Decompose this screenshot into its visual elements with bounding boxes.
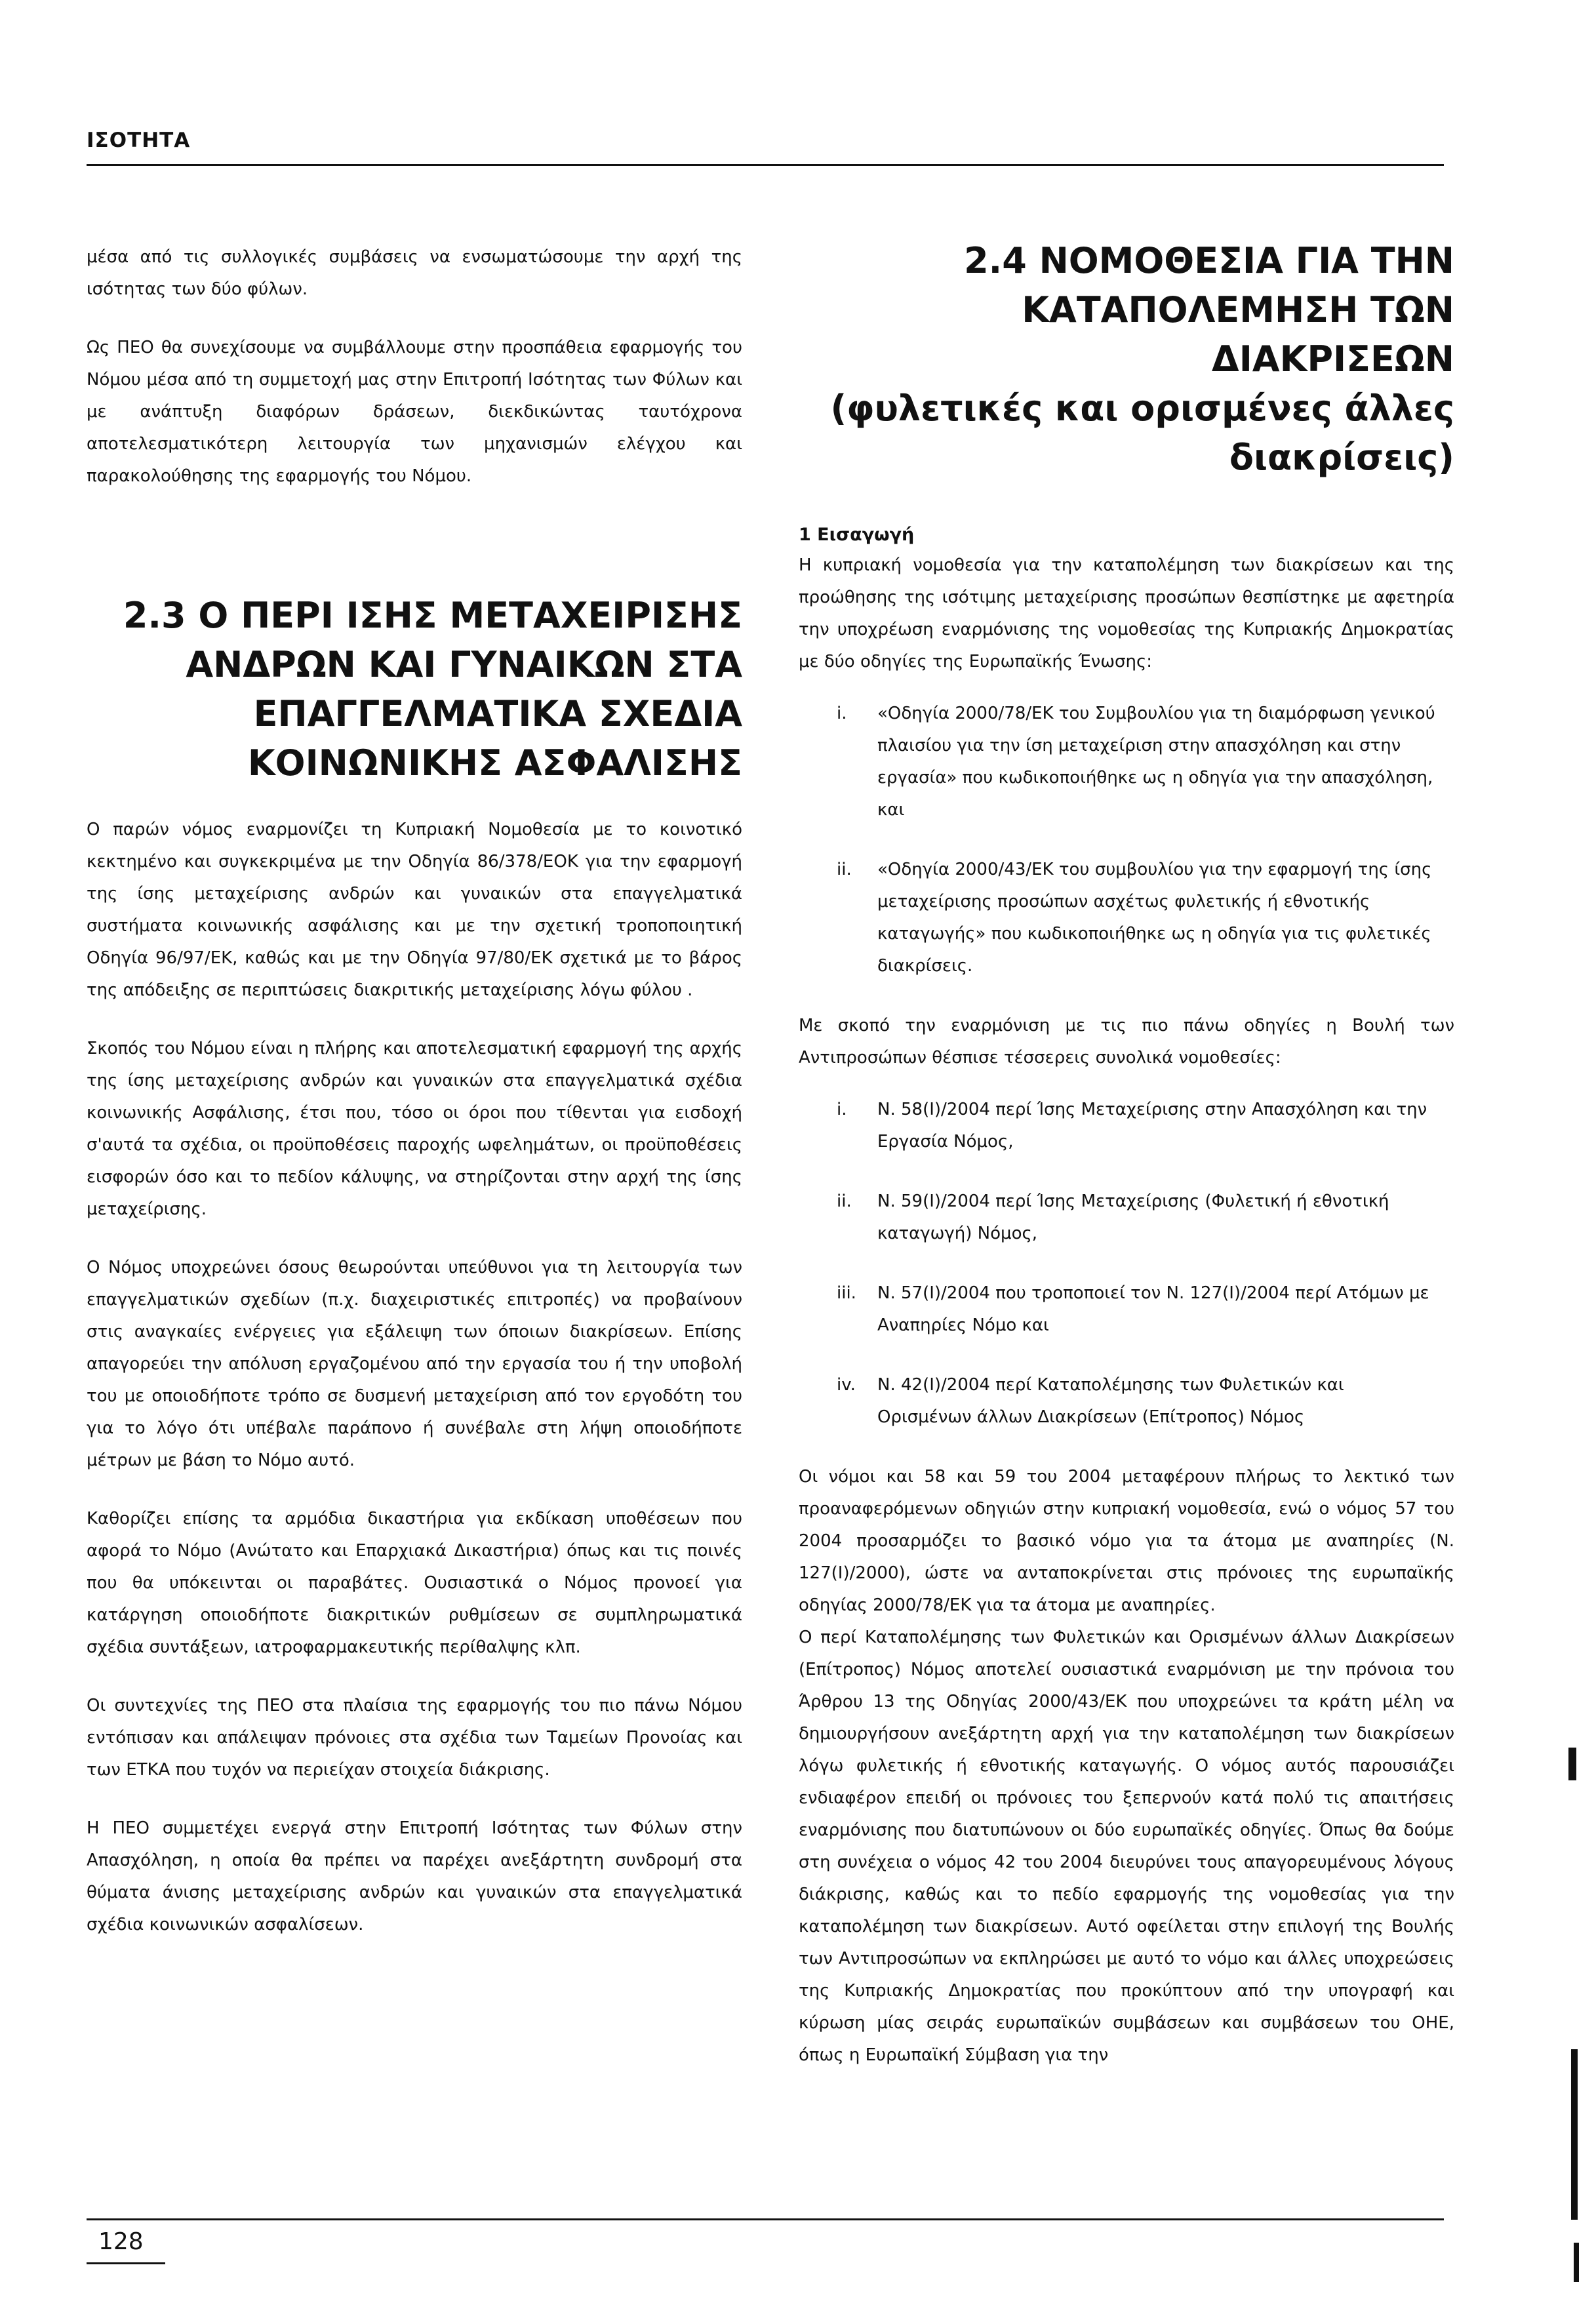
paragraph: Με σκοπό την εναρμόνιση με τις πιο πάνω οδηγίες η Βουλή των Αντιπροσώπων θέσπισε τέσσερεις συνολικά νομοθεσίες: <box>799 1016 1454 1068</box>
list-number: ii. <box>837 1192 852 1211</box>
list-number: iv. <box>837 1375 856 1395</box>
list-number: i. <box>837 1100 847 1119</box>
page-number-rule <box>87 2262 165 2264</box>
list-text: «Οδηγία 2000/78/ΕΚ του Συμβουλίου για τη διαμόρφωση γενικού πλαισίου για την ίση μεταχείριση στην απασχόληση και στην εργασία» που κωδικοποιήθηκε ως η οδηγία για την απασχόληση, και <box>877 704 1435 820</box>
list-text: Ν. 57(Ι)/2004 που τροποποιεί τον Ν. 127(Ι)/2004 περί Ατόμων με Αναπηρίες Νόμο και <box>877 1283 1429 1335</box>
heading-line: 2.4 ΝΟΜΟΘΕΣΙΑ ΓΙΑ ΤΗΝ <box>964 240 1454 281</box>
list-number: ii. <box>837 860 852 879</box>
list-item <box>799 1094 1454 1158</box>
right-column <box>799 236 1454 2072</box>
heading-line: (φυλετικές και ορισμένες άλλες <box>830 388 1454 429</box>
subsection-heading: 1 Εισαγωγή <box>799 525 915 545</box>
page-number: 128 <box>98 2228 144 2255</box>
paragraph: Ως ΠΕΟ θα συνεχίσουμε να συμβάλλουμε στην προσπάθεια εφαρμογής του Νόμου μέσα από τη συμμετοχή μας στην Επιτροπή Ισότητας των Φύλων και με ανάπτυξη διαφόρων δράσεων, διεκδικώντας ταυτόχρονα αποτελεσματικότερη λειτουργία των μηχανισμών ελέγχου και παρακολούθησης της εφαρμογής του Νόμου. <box>87 338 742 486</box>
list-text: Ν. 59(Ι)/2004 περί Ίσης Μεταχείρισης (Φυλετική ή εθνοτική καταγωγή) Νόμος, <box>877 1192 1389 1243</box>
paragraph: Καθορίζει επίσης τα αρμόδια δικαστήρια για εκδίκαση υποθέσεων που αφορά το Νόμο (Ανώτατο και Επαρχιακά Δικαστήρια) όπως και τις ποινές που θα υπόκεινται οι παραβάτες. Ουσιαστικά ο Νόμος προνοεί για κατάργηση οποιοδήποτε διακριτικών ρυθμίσεων σε συμπληρωματικά σχέδια συντάξεων, ιατροφαρμακευτικής περίθαλψης κλπ. <box>87 1509 742 1657</box>
list-item <box>799 698 1454 826</box>
heading-line: ΕΠΑΓΓΕΛΜΑΤΙΚΑ ΣΧΕΔΙΑ <box>253 693 742 734</box>
left-column <box>87 241 742 1941</box>
paragraph: μέσα από τις συλλογικές συμβάσεις να ενσωματώσουμε την αρχή της ισότητας των δύο φύλων. <box>87 247 742 299</box>
list-text: Ν. 42(Ι)/2004 περί Καταπολέμησης των Φυλετικών και Ορισμένων άλλων Διακρίσεων (Επίτροπος) Νόμος <box>877 1375 1344 1427</box>
header-rule <box>87 164 1444 166</box>
list-number: i. <box>837 704 847 723</box>
heading-line: ΑΝΔΡΩΝ ΚΑΙ ΓΥΝΑΙΚΩΝ ΣΤΑ <box>186 644 742 685</box>
paragraph: Ο Νόμος υποχρεώνει όσους θεωρούνται υπεύθυνοι για τη λειτουργία των επαγγελματικών σχεδίων (π.χ. διαχειριστικές επιτροπές) να προβαίνουν στις αναγκαίες ενέργειες για εξάλειψη των όποιων διακρίσεων. Επίσης απαγορεύει την απόλυση εργαζομένου από την εργασία του ή την υποβολή του με οποιοδήποτε τρόπο σε δυσμενή μεταχείριση από τον εργοδότη του για το λόγο ότι υπέβαλε παράπονο ή συνέβαλε στη λήψη οποιοδήποτε μέτρων με βάση το Νόμο αυτό. <box>87 1258 742 1470</box>
scan-edge-mark <box>1574 2243 1579 2282</box>
laws-list <box>799 1094 1454 1433</box>
list-number: iii. <box>837 1283 856 1303</box>
section-heading-2-4 <box>799 236 1454 482</box>
scan-edge-mark <box>1568 1748 1576 1780</box>
paragraph: Οι νόμοι και 58 και 59 του 2004 μεταφέρουν πλήρως το λεκτικό των προαναφερόμενων οδηγιών στην κυπριακή νομοθεσία, ενώ ο νόμος 57 του 2004 προσαρμόζει το βασικό νόμο για τα άτομα με αναπηρίες (Ν. 127(Ι)/2000), ώστε να ανταποκρίνεται στις πρόνοιες της ευρωπαϊκής οδηγίας 2000/78/ΕΚ για τα άτομα με αναπηρίες. <box>799 1467 1454 1615</box>
list-item <box>799 1277 1454 1342</box>
paragraph: Σκοπός του Νόμου είναι η πλήρης και αποτελεσματική εφαρμογή της αρχής της ίσης μεταχείρισης ανδρών και γυναικών στα επαγγελματικά σχέδια κοινωνικής Ασφάλισης, έτσι που, τόσο οι όροι που τίθενται για εισδοχή σ'αυτά τα σχέδια, οι προϋποθέσεις παροχής ωφελημάτων, οι προϋποθέσεις εισφορών όσο και το πεδίον κάλυψης, να στηρίζονται στην αρχή της ίσης μεταχείρισης. <box>87 1039 742 1219</box>
paragraph: Η κυπριακή νομοθεσία για την καταπολέμηση των διακρίσεων και της προώθησης της ισότιμης μεταχείρισης προσώπων θεσπίστηκε με αφετηρία την υποχρέωση εναρμόνισης της νομοθεσίας της Κυπριακής Δημοκρατίας με δύο οδηγίες της Ευρωπαϊκής Ένωσης: <box>799 555 1454 671</box>
directives-list <box>799 698 1454 982</box>
heading-line: διακρίσεις) <box>1229 437 1454 478</box>
heading-line: ΚΑΤΑΠΟΛΕΜΗΣΗ ΤΩΝ ΔΙΑΚΡΙΣΕΩΝ <box>1022 289 1454 380</box>
footer-rule <box>87 2218 1444 2220</box>
section-heading-2-3 <box>87 591 742 788</box>
list-text: Ν. 58(Ι)/2004 περί Ίσης Μεταχείρισης στην Απασχόληση και την Εργασία Νόμος, <box>877 1100 1427 1152</box>
list-text: «Οδηγία 2000/43/ΕΚ του συμβουλίου για την εφαρμογή της ίσης μεταχείρισης προσώπων ασχέτως φυλετικής ή εθνοτικής καταγωγής» που κωδικοποιήθηκε ως η οδηγία για τις φυλετικές διακρίσεις. <box>877 860 1432 976</box>
running-header: ΙΣΟΤΗΤΑ <box>87 129 191 152</box>
list-item <box>799 1186 1454 1250</box>
paragraph: Ο παρών νόμος εναρμονίζει τη Κυπριακή Νομοθεσία με το κοινοτικό κεκτημένο και συγκεκριμένα με την Οδηγία 86/378/ΕΟΚ για την εφαρμογή της ίσης μεταχείρισης ανδρών και γυναικών στα επαγγελματικά συστήματα κοινωνικής ασφάλισης και με την σχετική τροποποιητική Οδηγία 96/97/ΕΚ, καθώς και με την Οδηγία 97/80/ΕΚ σχετικά με το βάρος της απόδειξης σε περιπτώσεις διακριτικής μεταχείρισης λόγω φύλου . <box>87 820 742 1000</box>
paragraph: Οι συντεχνίες της ΠΕΟ στα πλαίσια της εφαρμογής του πιο πάνω Νόμου εντόπισαν και απάλειψαν πρόνοιες στα σχέδια των Ταμείων Προνοίας και των ΕΤΚΑ που τυχόν να περιείχαν στοιχεία διάκρισης. <box>87 1696 742 1780</box>
heading-line: ΚΟΙΝΩΝΙΚΗΣ ΑΣΦΑΛΙΣΗΣ <box>247 742 742 784</box>
paragraph: Ο περί Καταπολέμησης των Φυλετικών και Ορισμένων άλλων Διακρίσεων (Επίτροπος) Νόμος αποτελεί ουσιαστικά εναρμόνιση με την πρόνοια του Άρθρου 13 της Οδηγίας 2000/43/ΕΚ που υποχρεώνει τα κράτη μέλη να δημιουργήσουν ανεξάρτητη αρχή για την καταπολέμηση των διακρίσεων λόγω φυλετικής ή εθνοτικής καταγωγής. Ο νόμος αυτός παρουσιάζει ενδιαφέρον επειδή οι πρόνοιες του ξεπερνούν κατά πολύ τις απαιτήσεις εναρμόνισης που διατυπώνουν οι δύο ευρωπαϊκές οδηγίες. Όπως θα δούμε στη συνέχεια ο νόμος 42 του 2004 διευρύνει τους απαγορευμένους λόγους διάκρισης, καθώς και το πεδίο εφαρμογής της νομοθεσίας για την καταπολέμηση των διακρίσεων. Αυτό οφείλεται στην επιλογή της Βουλής των Αντιπροσώπων να εκπληρώσει με αυτό το νόμο και άλλες υποχρεώσεις της Κυπριακής Δημοκρατίας που προκύπτουν από την υπογραφή και κύρωση μίας σειράς ευρωπαϊκών συμβάσεων και συμβάσεων του ΟΗΕ, όπως η Ευρωπαϊκή Σύμβαση για την <box>799 1628 1454 2065</box>
heading-line: 2.3 Ο ΠΕΡΙ ΙΣΗΣ ΜΕΤΑΧΕΙΡΙΣΗΣ <box>123 595 742 636</box>
list-item <box>799 854 1454 982</box>
list-item <box>799 1369 1454 1433</box>
scan-edge-mark <box>1571 2049 1578 2220</box>
paragraph: Η ΠΕΟ συμμετέχει ενεργά στην Επιτροπή Ισότητας των Φύλων στην Απασχόληση, η οποία θα πρέπει να παρέχει ανεξάρτητη συνδρομή στα θύματα άνισης μεταχείρισης ανδρών και γυναικών στα επαγγελματικά σχέδια κοινωνικών ασφαλίσεων. <box>87 1818 742 1934</box>
